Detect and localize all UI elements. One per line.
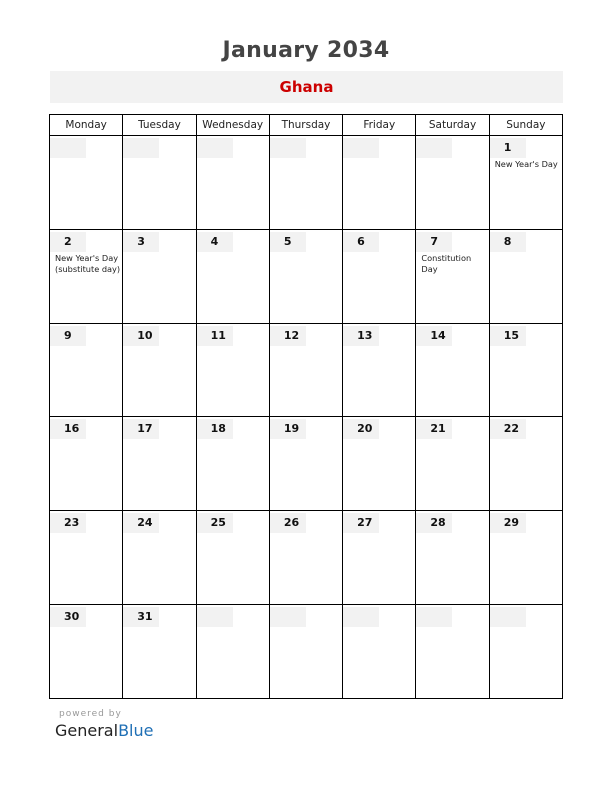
day-cell xyxy=(343,323,416,417)
day-cell xyxy=(50,605,123,699)
day-number: 11 xyxy=(197,326,233,346)
day-number xyxy=(197,607,233,627)
day-number: 6 xyxy=(343,232,379,252)
day-number: 31 xyxy=(123,607,159,627)
day-number: 10 xyxy=(123,326,159,346)
holiday-label: Constitution Day xyxy=(421,252,472,274)
powered-by-text: powered by xyxy=(59,709,122,719)
day-number: 7 xyxy=(416,232,452,252)
day-number: 17 xyxy=(123,419,159,439)
day-cell xyxy=(196,511,269,605)
day-number: 26 xyxy=(270,513,306,533)
page-title: January 2034 xyxy=(222,38,390,63)
day-number: 30 xyxy=(50,607,86,627)
weekday-header: Sunday xyxy=(489,115,562,136)
day-number xyxy=(197,138,233,158)
day-cell xyxy=(269,136,342,230)
day-number: 4 xyxy=(197,232,233,252)
day-cell xyxy=(123,417,196,511)
day-number xyxy=(490,607,526,627)
day-cell xyxy=(269,511,342,605)
day-number: 19 xyxy=(270,419,306,439)
day-number: 24 xyxy=(123,513,159,533)
day-cell xyxy=(196,605,269,699)
day-number: 20 xyxy=(343,419,379,439)
day-number: 12 xyxy=(270,326,306,346)
brand-logo xyxy=(55,721,153,740)
weekday-header: Tuesday xyxy=(123,115,196,136)
day-number xyxy=(270,138,306,158)
day-number: 23 xyxy=(50,513,86,533)
day-cell xyxy=(196,136,269,230)
day-cell xyxy=(123,605,196,699)
day-number: 1 xyxy=(490,138,526,158)
day-number: 27 xyxy=(343,513,379,533)
day-cell xyxy=(123,511,196,605)
day-number: 25 xyxy=(197,513,233,533)
calendar-grid xyxy=(49,114,563,699)
day-cell xyxy=(489,511,562,605)
day-cell xyxy=(269,417,342,511)
day-cell xyxy=(50,323,123,417)
holiday-label: New Year's Day xyxy=(494,159,558,169)
day-cell xyxy=(50,511,123,605)
day-number: 8 xyxy=(490,232,526,252)
day-cell xyxy=(123,136,196,230)
brand-general: General xyxy=(55,721,119,740)
brand-blue: Blue xyxy=(118,721,154,740)
week-row xyxy=(50,417,563,511)
weekday-header: Thursday xyxy=(269,115,342,136)
day-cell xyxy=(489,323,562,417)
day-cell xyxy=(123,323,196,417)
day-number xyxy=(416,607,452,627)
day-cell xyxy=(416,605,489,699)
weekday-header: Saturday xyxy=(416,115,489,136)
day-number: 14 xyxy=(416,326,452,346)
holiday-label: New Year's Day (substitute day) xyxy=(55,252,121,274)
day-cell xyxy=(489,136,562,230)
week-row xyxy=(50,511,563,605)
day-number: 16 xyxy=(50,419,86,439)
day-number xyxy=(343,138,379,158)
day-cell xyxy=(269,229,342,323)
day-cell xyxy=(123,229,196,323)
day-number: 15 xyxy=(490,326,526,346)
day-cell xyxy=(196,323,269,417)
week-row xyxy=(50,229,563,323)
day-number: 2 xyxy=(50,232,86,252)
day-cell xyxy=(50,417,123,511)
day-cell xyxy=(50,229,123,323)
day-cell xyxy=(489,605,562,699)
week-row xyxy=(50,136,563,230)
day-cell xyxy=(416,323,489,417)
day-cell xyxy=(343,511,416,605)
country-label: Ghana xyxy=(50,71,563,103)
day-number: 9 xyxy=(50,326,86,346)
day-cell xyxy=(269,605,342,699)
day-cell xyxy=(416,511,489,605)
day-number xyxy=(416,138,452,158)
week-row xyxy=(50,605,563,699)
day-cell xyxy=(50,136,123,230)
weekday-header-row xyxy=(50,115,563,136)
day-number xyxy=(343,607,379,627)
calendar-body xyxy=(50,136,563,699)
week-row xyxy=(50,323,563,417)
day-number xyxy=(123,138,159,158)
weekday-header: Friday xyxy=(343,115,416,136)
day-number: 18 xyxy=(197,419,233,439)
day-cell xyxy=(343,229,416,323)
day-cell xyxy=(343,136,416,230)
day-number: 13 xyxy=(343,326,379,346)
day-cell xyxy=(196,417,269,511)
day-number xyxy=(50,138,86,158)
day-number xyxy=(270,607,306,627)
day-number: 3 xyxy=(123,232,159,252)
day-cell xyxy=(489,417,562,511)
day-number: 28 xyxy=(416,513,452,533)
weekday-header: Monday xyxy=(50,115,123,136)
day-cell xyxy=(269,323,342,417)
day-cell xyxy=(343,605,416,699)
weekday-header: Wednesday xyxy=(196,115,269,136)
day-cell xyxy=(416,417,489,511)
day-cell xyxy=(416,229,489,323)
day-cell xyxy=(196,229,269,323)
day-number: 29 xyxy=(490,513,526,533)
day-number: 21 xyxy=(416,419,452,439)
day-cell xyxy=(489,229,562,323)
day-number: 22 xyxy=(490,419,526,439)
day-cell xyxy=(416,136,489,230)
day-cell xyxy=(343,417,416,511)
day-number: 5 xyxy=(270,232,306,252)
